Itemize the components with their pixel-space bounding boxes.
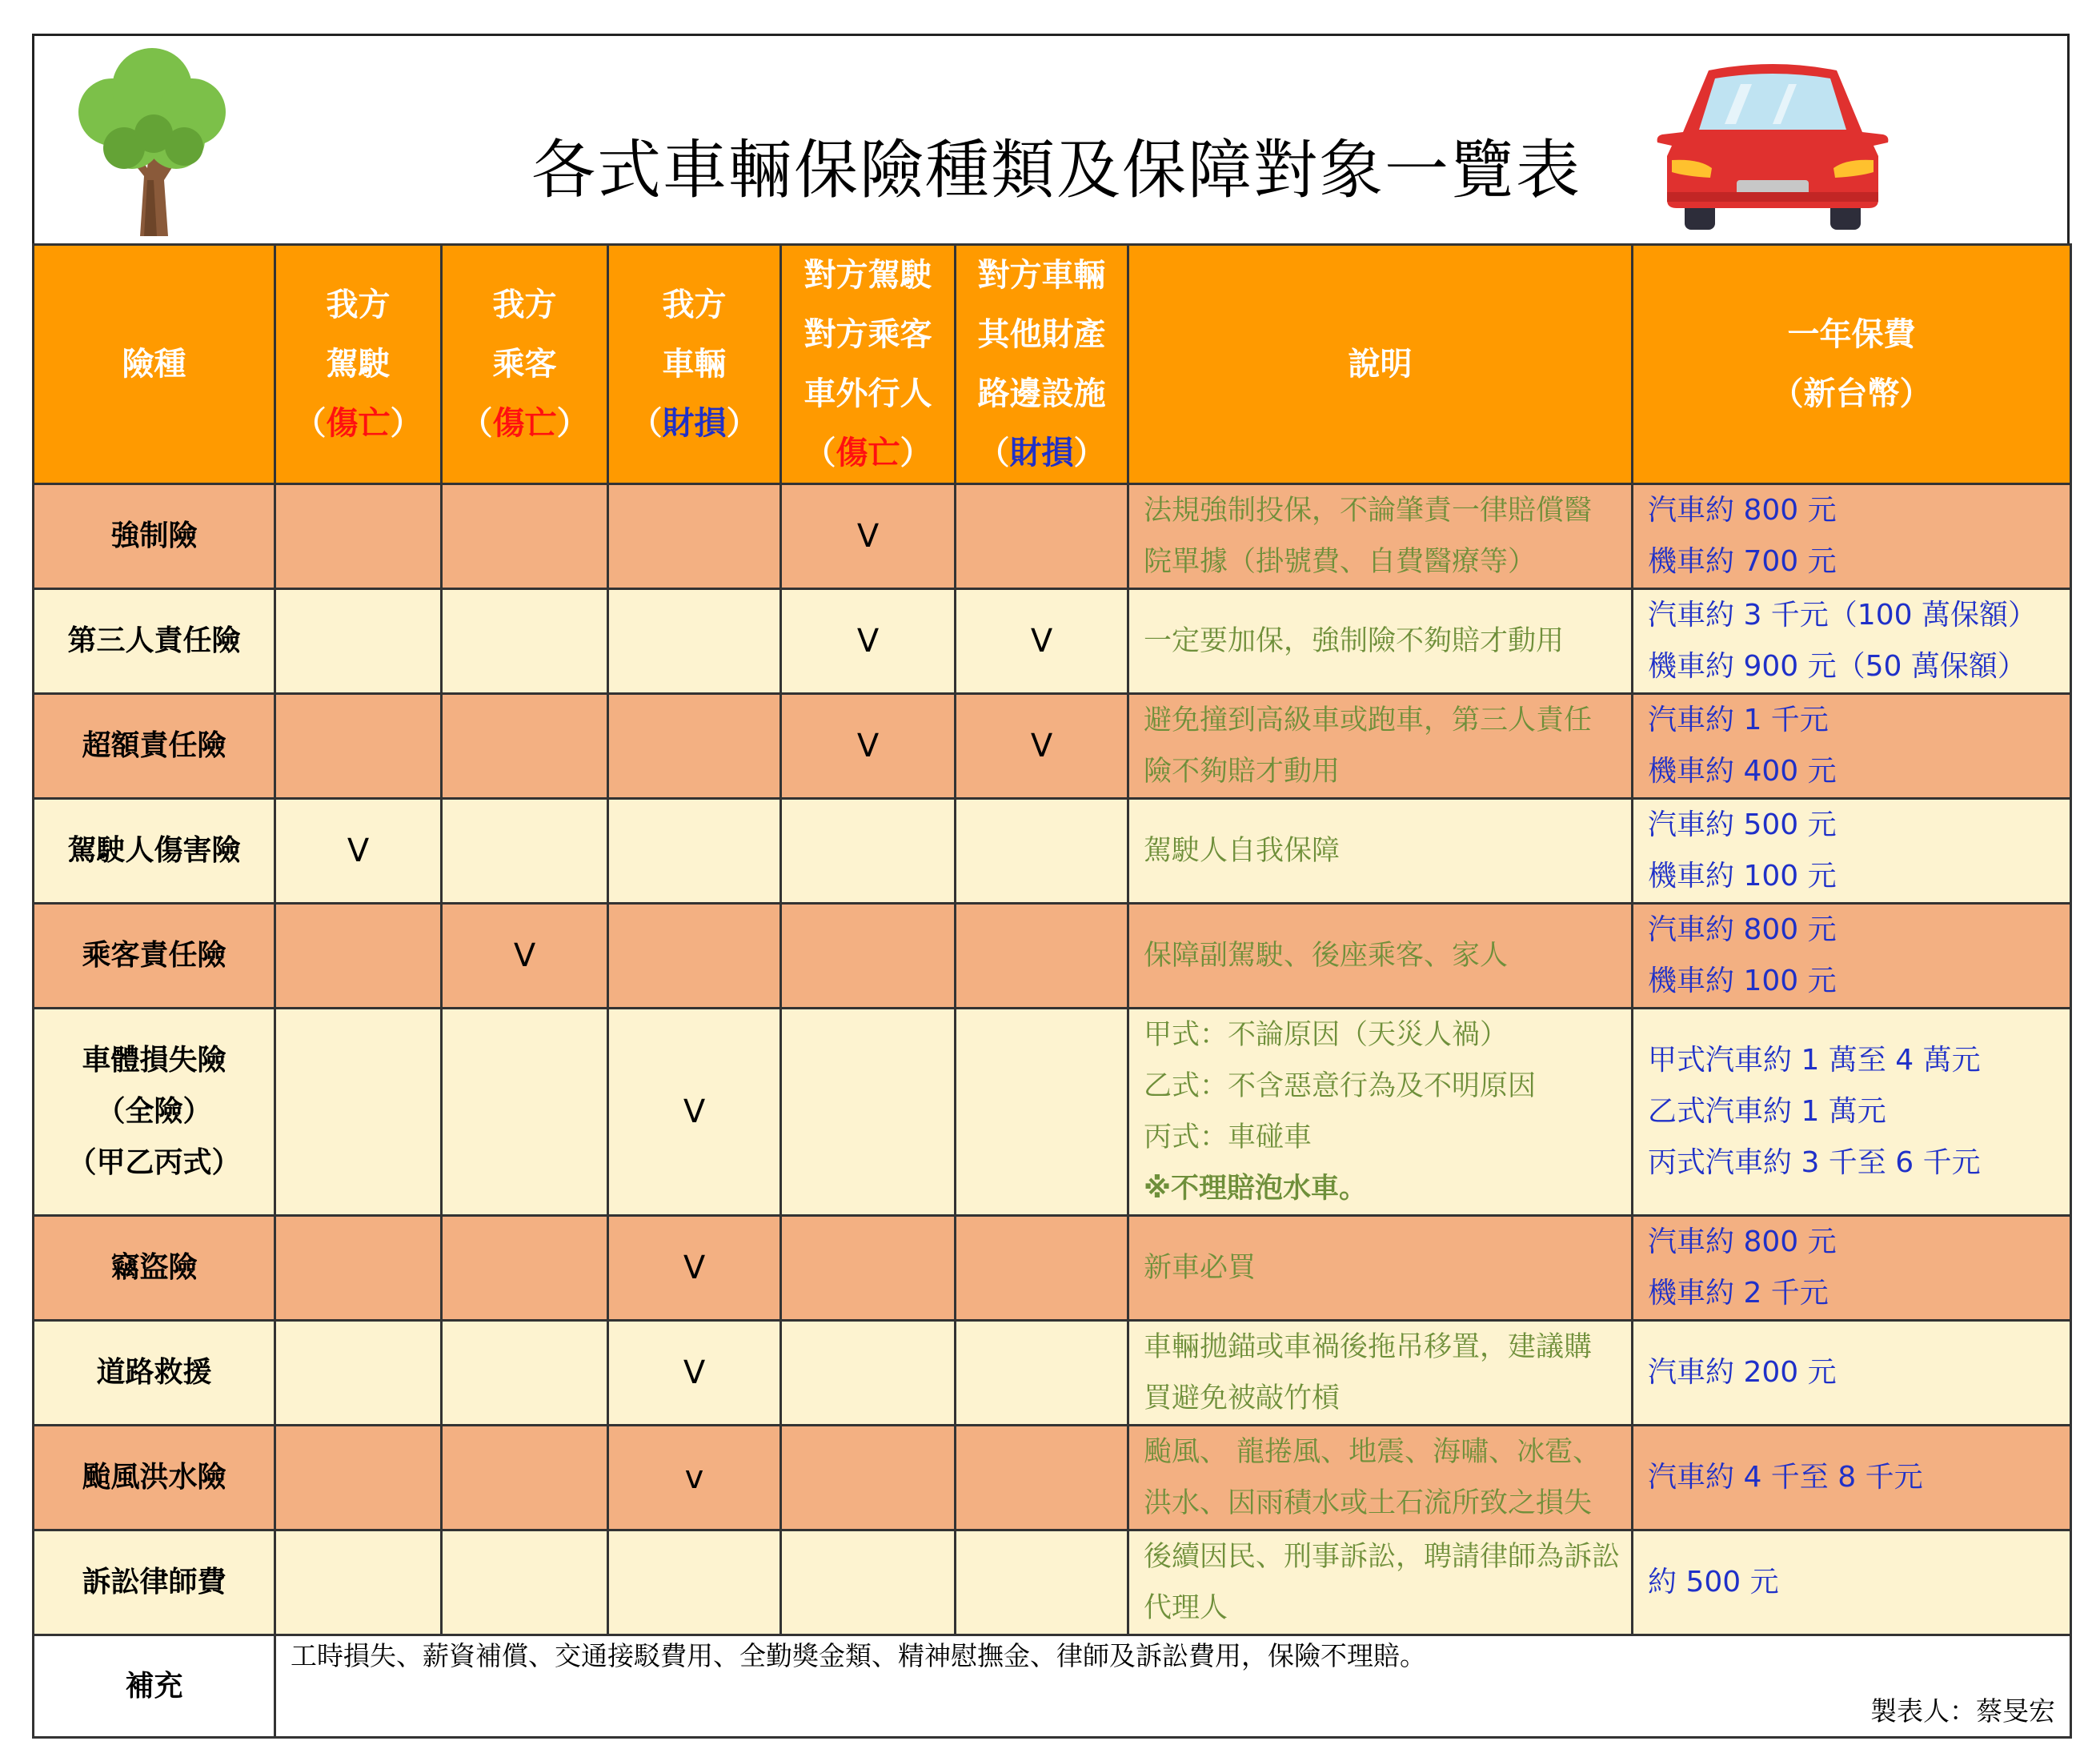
coverage-mark: V: [442, 904, 608, 1009]
coverage-mark: V: [608, 1216, 781, 1321]
coverage-mark: [956, 1216, 1128, 1321]
annual-fee: 汽車約 800 元 機車約 100 元: [1633, 904, 2071, 1009]
annual-fee: 汽車約 200 元: [1633, 1321, 2071, 1426]
coverage-mark: V: [781, 589, 956, 694]
col-header-other-people: 對方駕駛 對方乘客 車外行人 （傷亡）: [781, 245, 956, 484]
coverage-mark: V: [956, 694, 1128, 799]
description: 避免撞到高級車或跑車，第三人責任 險不夠賠才動用: [1128, 694, 1633, 799]
note-row: [34, 1635, 2071, 1738]
note-text: 工時損失、薪資補償、交通接駁費用、全勤獎金類、精神慰撫金、律師及訴訟費用，保險不理賠。: [291, 1640, 1426, 1671]
description: 一定要加保，強制險不夠賠才動用: [1128, 589, 1633, 694]
coverage-mark: [781, 799, 956, 904]
coverage-mark: [956, 799, 1128, 904]
table-row: [34, 1009, 2071, 1216]
table-row: [34, 1321, 2071, 1426]
table-body: [34, 484, 2071, 1738]
table-row: [34, 484, 2071, 589]
coverage-mark: [442, 589, 608, 694]
coverage-mark: [275, 1426, 442, 1530]
col-header-desc: 說明: [1128, 245, 1633, 484]
coverage-mark: [442, 1426, 608, 1530]
description: 法規強制投保，不論肇責一律賠償醫 院單據（掛號費、自費醫療等）: [1128, 484, 1633, 589]
insurance-name: 車體損失險 （全險） （甲乙丙式）: [34, 1009, 275, 1216]
coverage-mark: [956, 1530, 1128, 1635]
coverage-mark: [275, 904, 442, 1009]
insurance-name: 乘客責任險: [34, 904, 275, 1009]
col-header-own-passenger: 我方 乘客 （傷亡）: [442, 245, 608, 484]
annual-fee: 汽車約 4 千至 8 千元: [1633, 1426, 2071, 1530]
col-header-other-property: 對方車輛 其他財產 路邊設施 （財損）: [956, 245, 1128, 484]
coverage-mark: V: [956, 589, 1128, 694]
coverage-mark: [781, 1426, 956, 1530]
coverage-mark: [608, 799, 781, 904]
coverage-mark: [442, 1216, 608, 1321]
annual-fee: 甲式汽車約 1 萬至 4 萬元 乙式汽車約 1 萬元 丙式汽車約 3 千至 6 千元: [1633, 1009, 2071, 1216]
col-header-own-driver: 我方 駕駛 （傷亡）: [275, 245, 442, 484]
coverage-mark: [442, 484, 608, 589]
coverage-mark: [956, 1009, 1128, 1216]
table-row: [34, 904, 2071, 1009]
coverage-mark: [608, 484, 781, 589]
author-credit: 製表人：蔡旻宏: [1870, 1695, 2055, 1727]
page-title: 各式車輛保險種類及保障對象一覽表: [531, 133, 1581, 207]
header-row: [34, 245, 2071, 484]
description: 甲式：不論原因（天災人禍） 乙式：不含惡意行為及不明原因 丙式：車碰車 ※不理賠泡水車。: [1128, 1009, 1633, 1216]
coverage-mark: [608, 1530, 781, 1635]
description: 後續因民、刑事訴訟，聘請律師為訴訟 代理人: [1128, 1530, 1633, 1635]
insurance-name: 第三人責任險: [34, 589, 275, 694]
insurance-name: 颱風洪水險: [34, 1426, 275, 1530]
coverage-mark: [781, 1009, 956, 1216]
table-row: [34, 1530, 2071, 1635]
coverage-mark: v: [608, 1426, 781, 1530]
coverage-mark: [275, 1009, 442, 1216]
description: 颱風、 龍捲風、地震、海嘯、冰雹、 洪水、因雨積水或土石流所致之損失: [1128, 1426, 1633, 1530]
coverage-mark: V: [781, 484, 956, 589]
coverage-mark: [956, 904, 1128, 1009]
insurance-table: [32, 243, 2072, 1739]
damage-label: 財損: [1009, 435, 1074, 471]
description: 新車必買: [1128, 1216, 1633, 1321]
coverage-mark: [956, 484, 1128, 589]
description: 保障副駕駛、後座乘客、家人: [1128, 904, 1633, 1009]
col-header-own-vehicle: 我方 車輛 （財損）: [608, 245, 781, 484]
coverage-mark: [442, 1009, 608, 1216]
damage-label: 財損: [662, 405, 727, 442]
coverage-mark: [608, 904, 781, 1009]
coverage-mark: [275, 694, 442, 799]
coverage-mark: V: [608, 1009, 781, 1216]
coverage-mark: [275, 1216, 442, 1321]
coverage-mark: V: [781, 694, 956, 799]
coverage-mark: V: [275, 799, 442, 904]
coverage-mark: [608, 694, 781, 799]
annual-fee: 汽車約 800 元 機車約 2 千元: [1633, 1216, 2071, 1321]
col-header-fee: 一年保費 （新台幣）: [1633, 245, 2071, 484]
coverage-mark: [442, 694, 608, 799]
insurance-name: 訴訟律師費: [34, 1530, 275, 1635]
note-content: [275, 1635, 2071, 1738]
description: 駕駛人自我保障: [1128, 799, 1633, 904]
coverage-mark: [275, 484, 442, 589]
annual-fee: 汽車約 1 千元 機車約 400 元: [1633, 694, 2071, 799]
annual-fee: 汽車約 800 元 機車約 700 元: [1633, 484, 2071, 589]
coverage-mark: [781, 1216, 956, 1321]
coverage-mark: [275, 1321, 442, 1426]
table-row: [34, 1426, 2071, 1530]
annual-fee: 汽車約 500 元 機車約 100 元: [1633, 799, 2071, 904]
annual-fee: 約 500 元: [1633, 1530, 2071, 1635]
coverage-mark: [781, 1530, 956, 1635]
coverage-mark: [442, 1321, 608, 1426]
coverage-mark: [442, 1530, 608, 1635]
note-label: 補充: [34, 1635, 275, 1738]
coverage-mark: [608, 589, 781, 694]
coverage-mark: [956, 1426, 1128, 1530]
injury-label: 傷亡: [836, 435, 900, 471]
insurance-name: 強制險: [34, 484, 275, 589]
insurance-name: 竊盜險: [34, 1216, 275, 1321]
car-icon: [1653, 56, 1893, 232]
injury-label: 傷亡: [492, 405, 557, 442]
table-row: [34, 799, 2071, 904]
annual-fee: 汽車約 3 千元（100 萬保額） 機車約 900 元（50 萬保額）: [1633, 589, 2071, 694]
coverage-mark: [442, 799, 608, 904]
coverage-mark: [956, 1321, 1128, 1426]
table-row: [34, 589, 2071, 694]
insurance-name: 駕駛人傷害險: [34, 799, 275, 904]
table-row: [34, 694, 2071, 799]
coverage-mark: [781, 904, 956, 1009]
coverage-mark: [781, 1321, 956, 1426]
tree-icon: [64, 44, 240, 236]
insurance-name: 道路救援: [34, 1321, 275, 1426]
coverage-mark: [275, 589, 442, 694]
description: 車輛拋錨或車禍後拖吊移置，建議購 買避免被敲竹槓: [1128, 1321, 1633, 1426]
coverage-mark: V: [608, 1321, 781, 1426]
insurance-name: 超額責任險: [34, 694, 275, 799]
coverage-mark: [275, 1530, 442, 1635]
table-row: [34, 1216, 2071, 1321]
col-header-type: 險種: [34, 245, 275, 484]
injury-label: 傷亡: [326, 405, 391, 442]
